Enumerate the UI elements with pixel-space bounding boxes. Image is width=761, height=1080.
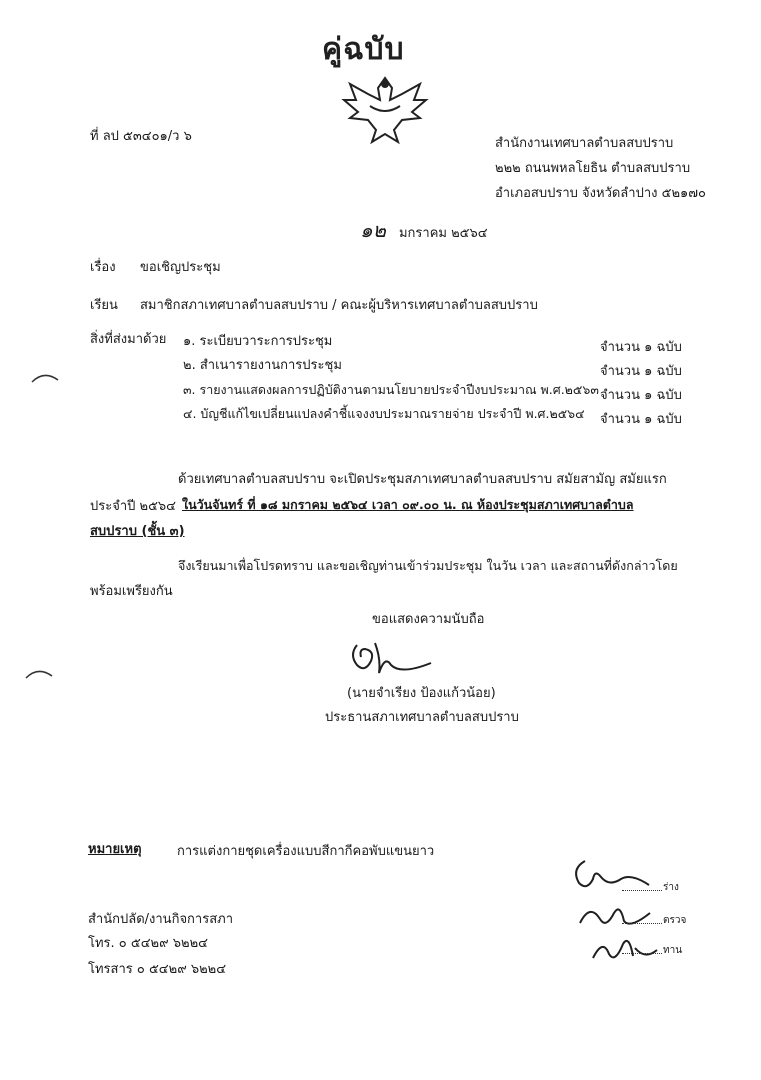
copy-stamp: คู่ฉบับ (322, 32, 405, 67)
footer-department: สำนักปลัด/งานกิจการสภา (88, 912, 234, 927)
signer-name: (นายจำเรียง ป้องแก้วน้อย) (347, 686, 496, 701)
routing-line-1 (622, 890, 662, 891)
signer-title: ประธานสภาเทศบาลตำบลสบปราบ (325, 710, 519, 725)
date-day: ๑๒ (360, 218, 386, 242)
body-p1-line3: สบปราบ (ชั้น ๓) (90, 524, 185, 539)
date-line (360, 214, 488, 246)
date-month-year: มกราคม ๒๕๖๔ (398, 226, 488, 241)
initial-signature-1 (565, 855, 655, 895)
org-street: ๒๒๒ ถนนพหลโยธิน ตำบลสบปราบ (495, 161, 691, 176)
enclosure-qty-4: จำนวน ๑ ฉบับ (600, 412, 682, 427)
enclosure-item-2: ๒. สำเนารายงานการประชุม (183, 358, 342, 373)
subject-text: ขอเชิญประชุม (140, 260, 221, 275)
enclosure-qty-2: จำนวน ๑ ฉบับ (600, 364, 682, 379)
enclosure-item-4: ๔. บัญชีแก้ไขเปลี่ยนแปลงคำชี้แจงงบประมาณรายจ่าย ประจำปี พ.ศ.๒๕๖๔ (183, 406, 585, 421)
org-district: อำเภอสบปราบ จังหวัดลำปาง ๕๒๑๗๐ (495, 186, 706, 201)
footer-telephone: โทร. ๐ ๕๔๒๙ ๖๒๒๔ (88, 936, 208, 951)
routing-checked: ตรวจ (663, 915, 687, 926)
to-text: สมาชิกสภาเทศบาลตำบลสบปราบ / คณะผู้บริหารเทศบาลตำบลสบปราบ (140, 298, 538, 313)
enclosure-item-1: ๑. ระเบียบวาระการประชุม (183, 334, 333, 349)
to-label: เรียน (90, 298, 118, 313)
org-name: สำนักงานเทศบาลตำบลสบปราบ (495, 136, 674, 151)
closing-regards: ขอแสดงความนับถือ (372, 612, 485, 627)
body-p1-line2-prefix: ประจำปี ๒๕๖๔ (90, 499, 177, 514)
document-number: ที่ ลป ๕๓๔๐๑/ว ๖ (90, 129, 192, 144)
body-p2-line1: จึงเรียนมาเพื่อโปรดทราบ และขอเชิญท่านเข้าร่วมประชุม ในวัน เวลา และสถานที่ดังกล่าวโดย (178, 558, 678, 573)
routing-line-3 (622, 953, 662, 954)
hole-punch-mark (24, 666, 54, 680)
body-p1-line2-meeting: ในวันจันทร์ ที่ ๑๘ มกราคม ๒๕๖๔ เวลา ๐๙.๐๐ น. ณ ห้องประชุมสภาเทศบาลตำบล (182, 497, 634, 512)
enclosure-qty-1: จำนวน ๑ ฉบับ (600, 340, 682, 355)
footer-fax: โทรสาร ๐ ๕๔๒๙ ๖๒๒๔ (88, 962, 227, 977)
routing-reviewed: ทาน (663, 945, 683, 956)
enclosure-item-3: ๓. รายงานแสดงผลการปฏิบัติงานตามนโยบายประจำปีงบประมาณ พ.ศ.๒๕๖๓ (183, 382, 599, 397)
enclosure-qty-3: จำนวน ๑ ฉบับ (600, 388, 682, 403)
enclosures-label: สิ่งที่ส่งมาด้วย (90, 332, 167, 347)
subject-label: เรื่อง (90, 260, 116, 275)
initial-signature-3 (585, 928, 675, 968)
routing-line-2 (622, 923, 662, 924)
note-text: การแต่งกายชุดเครื่องแบบสีกากีคอพับแขนยาว (177, 844, 435, 859)
signature (345, 625, 435, 680)
routing-drafted: ร่าง (663, 882, 679, 893)
body-p2-line2: พร้อมเพรียงกัน (90, 584, 173, 599)
note-label: หมายเหตุ (88, 842, 142, 857)
hole-punch-mark (30, 370, 60, 384)
garuda-emblem (340, 70, 430, 145)
body-p1-line1: ด้วยเทศบาลตำบลสบปราบ จะเปิดประชุมสภาเทศบาลตำบลสบปราบ สมัยสามัญ สมัยแรก (178, 472, 667, 487)
